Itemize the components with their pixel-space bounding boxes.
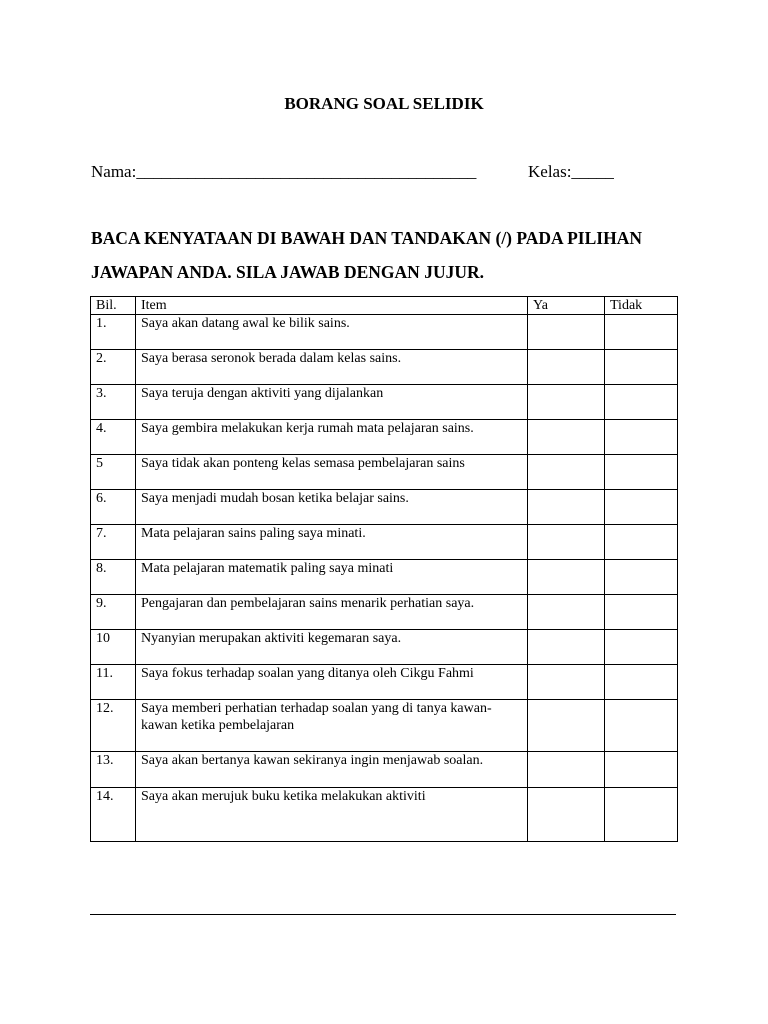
table-header-row [91, 297, 678, 315]
row-number: 1. [91, 315, 136, 350]
row-number: 2. [91, 350, 136, 385]
table-row [91, 595, 678, 630]
ya-checkbox-cell[interactable] [528, 700, 605, 752]
table-row [91, 525, 678, 560]
ya-checkbox-cell[interactable] [528, 630, 605, 665]
table-row [91, 665, 678, 700]
kelas-field[interactable]: Kelas:_____ [528, 162, 614, 181]
ya-checkbox-cell[interactable] [528, 560, 605, 595]
tidak-checkbox-cell[interactable] [605, 455, 678, 490]
tidak-checkbox-cell[interactable] [605, 315, 678, 350]
row-number: 14. [91, 788, 136, 842]
row-item: Saya akan datang awal ke bilik sains. [136, 315, 528, 350]
row-item: Pengajaran dan pembelajaran sains menarik perhatian saya. [136, 595, 528, 630]
row-number: 3. [91, 385, 136, 420]
row-number: 12. [91, 700, 136, 752]
table-row [91, 385, 678, 420]
ya-checkbox-cell[interactable] [528, 420, 605, 455]
header-bil: Bil. [91, 297, 136, 315]
tidak-checkbox-cell[interactable] [605, 420, 678, 455]
ya-checkbox-cell[interactable] [528, 752, 605, 788]
row-number: 6. [91, 490, 136, 525]
tidak-checkbox-cell[interactable] [605, 525, 678, 560]
ya-checkbox-cell[interactable] [528, 788, 605, 842]
ya-checkbox-cell[interactable] [528, 525, 605, 560]
tidak-checkbox-cell[interactable] [605, 788, 678, 842]
table-row [91, 490, 678, 525]
table-row [91, 420, 678, 455]
row-number: 10 [91, 630, 136, 665]
header-item: Item [136, 297, 528, 315]
row-number: 4. [91, 420, 136, 455]
tidak-checkbox-cell[interactable] [605, 595, 678, 630]
form-title: BORANG SOAL SELIDIK [284, 94, 484, 113]
row-number: 11. [91, 665, 136, 700]
tidak-checkbox-cell[interactable] [605, 385, 678, 420]
row-item: Saya gembira melakukan kerja rumah mata pelajaran sains. [136, 420, 528, 455]
row-number: 9. [91, 595, 136, 630]
table-row [91, 350, 678, 385]
table-row [91, 752, 678, 788]
tidak-checkbox-cell[interactable] [605, 630, 678, 665]
ya-checkbox-cell[interactable] [528, 385, 605, 420]
row-item: Saya akan bertanya kawan sekiranya ingin menjawab soalan. [136, 752, 528, 788]
row-number: 7. [91, 525, 136, 560]
header-tidak: Tidak [605, 297, 678, 315]
table-row [91, 315, 678, 350]
tidak-checkbox-cell[interactable] [605, 560, 678, 595]
row-item: Saya menjadi mudah bosan ketika belajar sains. [136, 490, 528, 525]
row-item: Saya berasa seronok berada dalam kelas sains. [136, 350, 528, 385]
tidak-checkbox-cell[interactable] [605, 350, 678, 385]
bottom-divider [90, 914, 676, 915]
ya-checkbox-cell[interactable] [528, 315, 605, 350]
ya-checkbox-cell[interactable] [528, 490, 605, 525]
survey-table [90, 296, 678, 842]
table-row [91, 700, 678, 752]
row-item: Saya akan merujuk buku ketika melakukan aktiviti [136, 788, 528, 842]
nama-field[interactable]: Nama:________________________________________ [91, 162, 477, 181]
row-item: Saya memberi perhatian terhadap soalan yang di tanya kawan-kawan ketika pembelajaran [136, 700, 528, 752]
row-item: Nyanyian merupakan aktiviti kegemaran saya. [136, 630, 528, 665]
ya-checkbox-cell[interactable] [528, 455, 605, 490]
tidak-checkbox-cell[interactable] [605, 490, 678, 525]
table-row [91, 788, 678, 842]
ya-checkbox-cell[interactable] [528, 665, 605, 700]
row-item: Saya fokus terhadap soalan yang ditanya oleh Cikgu Fahmi [136, 665, 528, 700]
instruction-line-1: BACA KENYATAAN DI BAWAH DAN TANDAKAN (/) PADA PILIHAN [91, 228, 642, 248]
table-row [91, 560, 678, 595]
table-row [91, 455, 678, 490]
ya-checkbox-cell[interactable] [528, 595, 605, 630]
tidak-checkbox-cell[interactable] [605, 700, 678, 752]
row-number: 13. [91, 752, 136, 788]
row-item: Mata pelajaran matematik paling saya minati [136, 560, 528, 595]
header-ya: Ya [528, 297, 605, 315]
row-number: 5 [91, 455, 136, 490]
ya-checkbox-cell[interactable] [528, 350, 605, 385]
table-row [91, 630, 678, 665]
row-item: Saya teruja dengan aktiviti yang dijalankan [136, 385, 528, 420]
row-number: 8. [91, 560, 136, 595]
tidak-checkbox-cell[interactable] [605, 665, 678, 700]
row-item: Mata pelajaran sains paling saya minati. [136, 525, 528, 560]
row-item: Saya tidak akan ponteng kelas semasa pembelajaran sains [136, 455, 528, 490]
instruction-line-2: JAWAPAN ANDA. SILA JAWAB DENGAN JUJUR. [91, 262, 484, 282]
tidak-checkbox-cell[interactable] [605, 752, 678, 788]
